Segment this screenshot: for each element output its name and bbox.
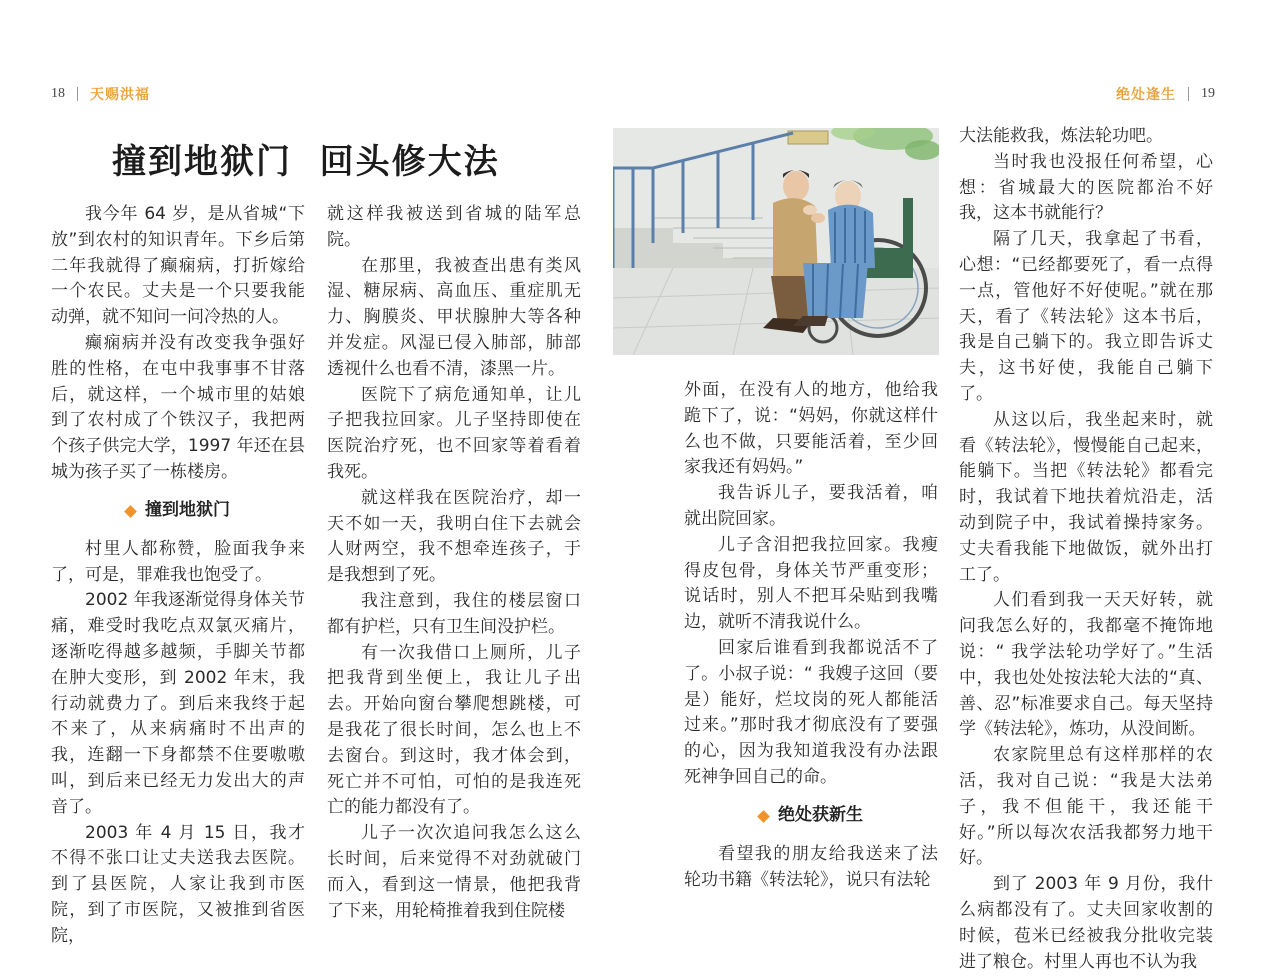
paragraph: 医院下了病危通知单，让儿子把我拉回家。儿子坚持即使在医院治疗死，也不回家等着看着我死。 xyxy=(327,384,581,482)
right-page-number: 19 xyxy=(1201,86,1215,101)
text-column-1 xyxy=(51,202,305,950)
paragraph: 儿子一次次追问我怎么这么长时间，后来觉得不对劲就破门而入，看到这一情景，他把我背了下来，用轮椅推着我到住院楼 xyxy=(327,823,581,921)
left-page-number: 18 xyxy=(51,86,65,101)
paragraph: 就这样我在医院治疗，却一天不如一天，我明白住下去就会人财两空，我不想牵连孩子，于是我想到了死。 xyxy=(327,487,581,586)
subheading xyxy=(684,791,938,842)
article-title: 撞到地狱门 回头修大法 xyxy=(112,142,500,182)
paragraph: 就这样我被送到省城的陆军总院。 xyxy=(327,204,581,250)
paragraph: 村里人都称赞，脸面我争来了，可是，罪难我也饱受了。 xyxy=(51,538,305,585)
paragraph: 农家院里总有这样那样的农活，我对自己说：“我是大法弟子，我不但能干，我还能干好。”所以每次农活我都努力地干好。 xyxy=(959,745,1213,869)
paragraph: 我今年 64 岁，是从省城“下放”到农村的知识青年。下乡后第二年我就得了癫痫病，打折嫁给一个农民。丈夫是一个只要我能动弹，就不知问一问冷热的人。 xyxy=(51,204,305,328)
illustration-image xyxy=(613,128,939,355)
left-section-name: 天赐洪福 xyxy=(90,87,150,103)
paragraph: 儿子含泪把我拉回家。我瘦得皮包骨，身体关节严重变形；说话时，别人不把耳朵贴到我嘴边，就听不清我说什么。 xyxy=(684,534,938,633)
paragraph: 我告诉儿子，要我活着，咱就出院回家。 xyxy=(684,483,938,529)
text-column-4 xyxy=(959,124,1213,975)
paragraph: 人们看到我一天天好转，就问我怎么好的，我都毫不掩饰地说：“ 我学法轮功学好了。”生活中，我也处处按法轮大法的“真、善、忍”标准要求自己。每天坚持学《转法轮》，炼功，从没间断。 xyxy=(959,590,1213,740)
paragraph: 2002 年我逐渐觉得身体关节痛，难受时我吃点双氯灭痛片，逐渐吃得越多越频，手脚关节都在肿大变形，到 2002 年末，我行动就费力了。到后来我终于起不来了，从来病痛时不出声的我，连翻一下身都禁不住要嗷嗷叫，到后来已经无力发出大的声音了。 xyxy=(51,590,305,817)
paragraph: 2003 年 4 月 15 日，我才不得不张口让丈夫送我去医院。到了县医院，人家让我到市医院，到了市医院，又被推到省医院， xyxy=(51,822,305,946)
text-column-2 xyxy=(327,202,581,924)
paragraph: 看望我的朋友给我送来了法轮功书籍《转法轮》，说只有法轮 xyxy=(684,843,938,890)
paragraph: 我注意到，我住的楼层窗口都有护栏，只有卫生间没护栏。 xyxy=(327,590,581,637)
header-divider xyxy=(1188,87,1189,101)
paragraph: 从这以后，我坐起来时，就看《转法轮》，慢慢能自己起来，能躺下。当把《转法轮》都看完时，我试着下地扶着炕沿走，活动到院子中，我试着操持家务。丈夫看我能下地做饭，就外出打工了。 xyxy=(959,409,1213,585)
right-section-name: 绝处逢生 xyxy=(1116,87,1176,103)
paragraph: 当时我也没报任何希望，心想：省城最大的医院都治不好我，这本书就能行？ xyxy=(959,151,1213,224)
subheading xyxy=(51,486,305,537)
diamond-bullet-icon xyxy=(124,505,137,518)
text-column-3 xyxy=(684,378,938,893)
diamond-bullet-icon xyxy=(757,810,770,823)
subheading-text: 撞到地狱门 xyxy=(145,500,230,521)
subheading-text: 绝处获新生 xyxy=(778,805,863,826)
paragraph: 大法能救我，炼法轮功吧。 xyxy=(959,126,1163,146)
hospital-illustration xyxy=(613,128,939,355)
left-page-header xyxy=(51,83,150,105)
paragraph: 回家后谁看到我都说活不了了。小叔子说：“ 我嫂子这回（要是）能好，烂坟岗的死人都能活过来。”那时我才彻底没有了要强的心，因为我知道我没有办法跟死神争回自己的命。 xyxy=(684,637,938,787)
paragraph: 在那里，我被查出患有类风湿、糖尿病、高血压、重症肌无力、胸膜炎、甲状腺肿大等各种并发症。风湿已侵入肺部，肺部透视什么也看不清，漆黑一片。 xyxy=(327,255,581,379)
paragraph: 隔了几天，我拿起了书看，心想：“已经都要死了，看一点得一点，管他好不好使呢。”就在那天，看了《转法轮》这本书后，我是自己躺下的。我立即告诉丈夫，这书好使，我能自己躺下了。 xyxy=(959,229,1213,404)
header-divider xyxy=(77,87,78,101)
right-page-header xyxy=(1116,83,1215,105)
paragraph: 癫痫病并没有改变我争强好胜的性格，在屯中我事事不甘落后，就这样，一个城市里的姑娘到了农村成了个铁汉子，我把两个孩子供完大学，1997 年还在县城为孩子买了一栋楼房。 xyxy=(51,332,305,482)
paragraph: 有一次我借口上厕所，儿子把我背到坐便上，我让儿子出去。开始向窗台攀爬想跳楼，可是我花了很长时间，怎么也上不去窗台。到这时，我才体会到，死亡并不可怕，可怕的是我连死亡的能力都没有了。 xyxy=(327,642,581,818)
paragraph: 到了 2003 年 9 月份，我什么病都没有了。丈夫回家收割的时候，苞米已经被我分批收完装进了粮仓。村里人再也不认为我 xyxy=(959,874,1213,972)
paragraph: 外面，在没有人的地方，他给我跪下了，说：“妈妈，你就这样什么也不做，只要能活着，至少回家我还有妈妈。” xyxy=(684,380,938,478)
